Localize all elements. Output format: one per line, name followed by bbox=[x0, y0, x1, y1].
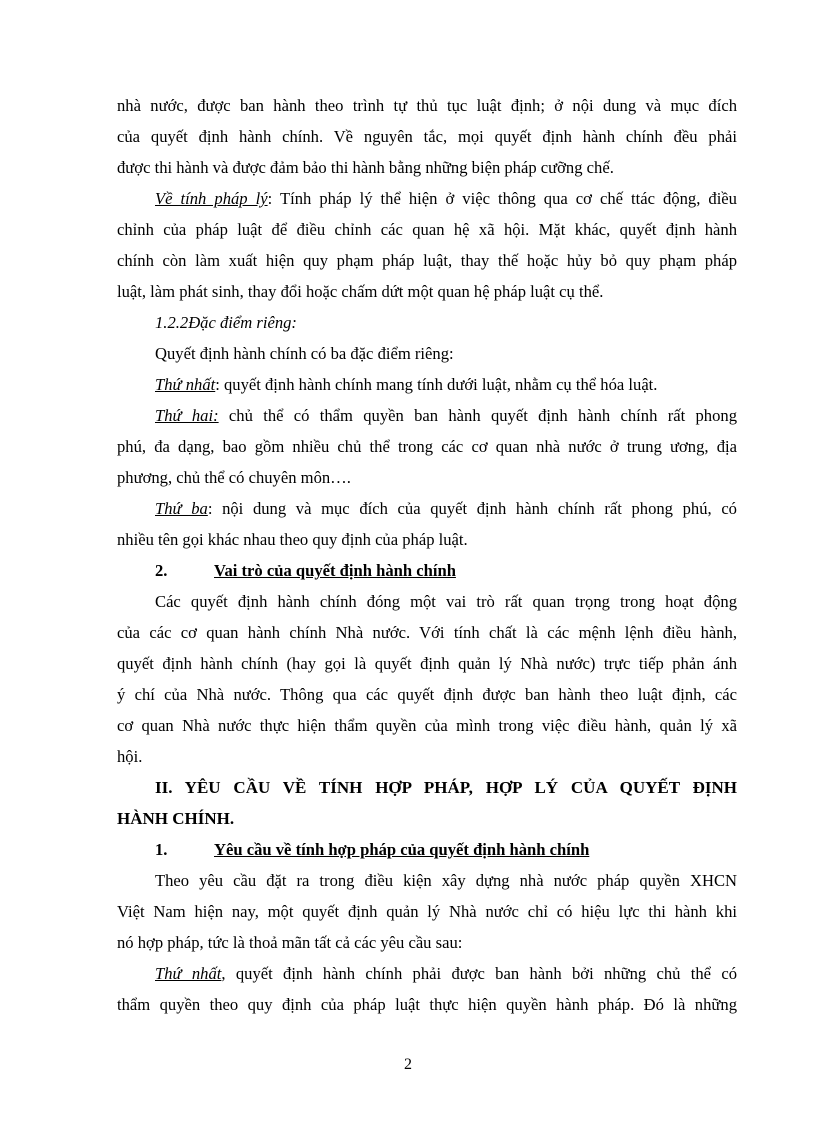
text-line: của quyết định hành chính. Về nguyên tắc, mọi quyết định hành chính đều phải bbox=[117, 127, 737, 146]
text-line: thẩm quyền theo quy định của pháp luật thực hiện quyền hành pháp. Đó là những bbox=[117, 995, 737, 1014]
paragraph-legal-nature bbox=[117, 183, 737, 214]
lead-term: Thứ nhất bbox=[155, 375, 216, 394]
subsection-title: 1.2.2Đặc điểm riêng: bbox=[155, 313, 297, 332]
lead-term: Thứ hai: bbox=[155, 406, 219, 425]
text-line: Các quyết định hành chính đóng một vai trò rất quan trọng trong hoạt động bbox=[155, 592, 737, 611]
text-line: Việt Nam hiện nay, một quyết định quản lý Nhà nước chỉ có hiệu lực thi hành khi bbox=[117, 902, 737, 921]
text-line: nhà nước, được ban hành theo trình tự thủ tục luật định; ở nội dung và mục đích bbox=[117, 96, 737, 115]
text-line: của các cơ quan hành chính Nhà nước. Với tính chất là các mệnh lệnh điều hành, bbox=[117, 623, 737, 642]
lead-term: Thứ ba bbox=[155, 499, 208, 518]
section-number: 2. bbox=[155, 561, 168, 580]
text-span: , quyết định hành chính phải được ban hành bởi những chủ thể có bbox=[221, 964, 737, 983]
text-line: quyết định hành chính (hay gọi là quyết định quản lý Nhà nước) trực tiếp phản ánh bbox=[117, 654, 737, 673]
paragraph-first bbox=[117, 369, 737, 400]
text-line: phú, đa dạng, bao gồm nhiều chủ thể trong các cơ quan nhà nước ở trung ương, địa bbox=[117, 437, 737, 456]
text-line: cơ quan Nhà nước thực hiện thẩm quyền của mình trong việc điều hành, quản lý xã bbox=[117, 716, 737, 735]
section-number: 1. bbox=[155, 840, 168, 859]
document-body bbox=[117, 90, 737, 1020]
text-line: nhiều tên gọi khác nhau theo quy định của pháp luật. bbox=[117, 530, 468, 549]
paragraph-third bbox=[117, 493, 737, 524]
text-line: Theo yêu cầu đặt ra trong điều kiện xây dựng nhà nước pháp quyền XHCN bbox=[155, 871, 737, 890]
text-line: được thi hành và được đảm bảo thi hành bằng những biện pháp cưỡng chế. bbox=[117, 158, 614, 177]
lead-term: Thứ nhất bbox=[155, 964, 222, 983]
text-line: hội. bbox=[117, 747, 143, 766]
text-line: chỉnh của pháp luật để điều chỉnh các quan hệ xã hội. Mặt khác, quyết định hành bbox=[117, 220, 737, 239]
paragraph-second bbox=[117, 400, 737, 431]
text-span: : Tính pháp lý thể hiện ở việc thông qua cơ chế ttác động, điều bbox=[267, 189, 737, 208]
section-title: Yêu cầu về tính hợp pháp của quyết định hành chính bbox=[214, 840, 590, 859]
text-line: nó hợp pháp, tức là thoả mãn tất cả các yêu cầu sau: bbox=[117, 933, 463, 952]
lead-term: Về tính pháp lý bbox=[155, 189, 268, 208]
text-line: chính còn làm xuất hiện quy phạm pháp luật, thay thế hoặc hủy bỏ quy phạm pháp bbox=[117, 251, 737, 270]
paragraph-first-requirement bbox=[117, 958, 737, 989]
text-line: phương, chủ thể có chuyên môn…. bbox=[117, 468, 351, 487]
section-title: Vai trò của quyết định hành chính bbox=[214, 561, 456, 580]
section-heading-1 bbox=[117, 834, 737, 865]
text-span: : quyết định hành chính mang tính dưới luật, nhằm cụ thể hóa luật. bbox=[215, 375, 658, 394]
section-heading-2 bbox=[117, 555, 737, 586]
text-line: Quyết định hành chính có ba đặc điểm riêng: bbox=[155, 344, 454, 363]
text-line: luật, làm phát sinh, thay đổi hoặc chấm dứt một quan hệ pháp luật cụ thể. bbox=[117, 282, 604, 301]
text-line: ý chí của Nhà nước. Thông qua các quyết định được ban hành theo luật định, các bbox=[117, 685, 737, 704]
text-span: chủ thể có thẩm quyền ban hành quyết định hành chính rất phong bbox=[218, 406, 737, 425]
chapter-heading-cont: HÀNH CHÍNH. bbox=[117, 809, 235, 828]
chapter-heading: II. YÊU CẦU VỀ TÍNH HỢP PHÁP, HỢP LÝ CỦA QUYẾT ĐỊNH bbox=[155, 778, 737, 797]
text-span: : nội dung và mục đích của quyết định hành chính rất phong phú, có bbox=[207, 499, 737, 518]
page-number: 2 bbox=[404, 1056, 412, 1073]
